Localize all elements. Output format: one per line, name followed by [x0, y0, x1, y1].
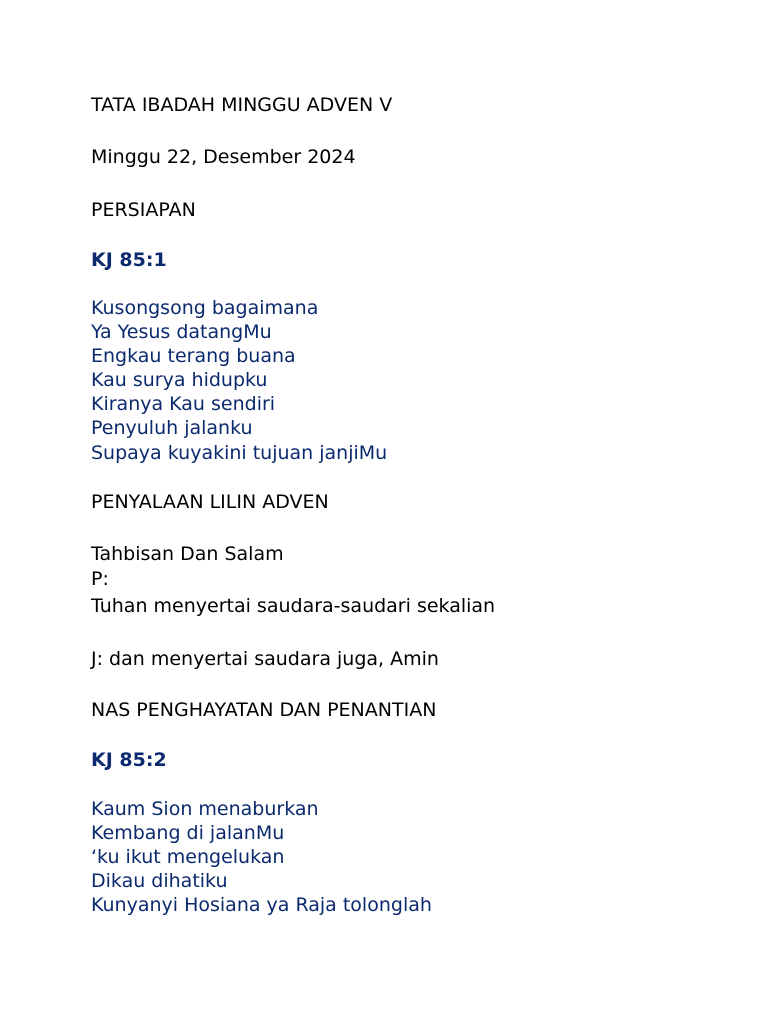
hymn1-line: Kiranya Kau sendiri — [91, 393, 276, 415]
document-title: TATA IBADAH MINGGU ADVEN V — [91, 94, 393, 116]
document-date: Minggu 22, Desember 2024 — [91, 146, 356, 168]
tahbisan-p-label: P: — [91, 568, 109, 590]
section-lilin: PENYALAAN LILIN ADVEN — [91, 491, 329, 513]
hymn2-line: Kaum Sion menaburkan — [91, 798, 319, 820]
hymn1-line: Supaya kuyakini tujuan janjiMu — [91, 442, 388, 464]
hymn1-label: KJ 85:1 — [91, 249, 167, 271]
hymn1-line: Kau surya hidupku — [91, 369, 268, 391]
hymn1-line: Penyuluh jalanku — [91, 417, 253, 439]
section-persiapan: PERSIAPAN — [91, 199, 196, 221]
hymn1-line: Engkau terang buana — [91, 345, 296, 367]
section-nas: NAS PENGHAYATAN DAN PENANTIAN — [91, 699, 437, 721]
tahbisan-j-text: J: dan menyertai saudara juga, Amin — [91, 648, 439, 670]
hymn2-line: Kunyanyi Hosiana ya Raja tolonglah — [91, 894, 432, 916]
hymn2-line: Dikau dihatiku — [91, 870, 228, 892]
hymn2-line: Kembang di jalanMu — [91, 822, 285, 844]
hymn2-line: ‘ku ikut mengelukan — [91, 846, 285, 868]
hymn1-line: Kusongsong bagaimana — [91, 297, 319, 319]
hymn1-line: Ya Yesus datangMu — [91, 321, 272, 343]
tahbisan-heading: Tahbisan Dan Salam — [91, 543, 284, 565]
hymn2-label: KJ 85:2 — [91, 749, 167, 771]
tahbisan-p-text: Tuhan menyertai saudara-saudari sekalian — [91, 595, 496, 617]
